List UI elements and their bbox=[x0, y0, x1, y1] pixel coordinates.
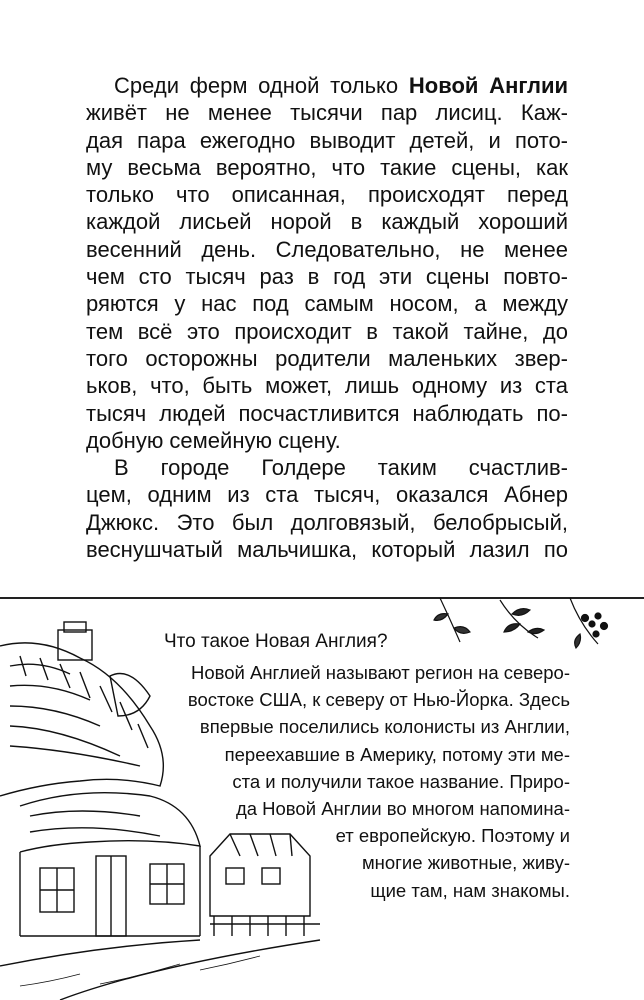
paragraph-line: каждой лисьей норой в каждый хороший bbox=[86, 209, 568, 235]
paragraph-line: В городе Голдере таким счастлив- bbox=[114, 455, 568, 481]
paragraph-line: только что описанная, происходят перед bbox=[86, 182, 568, 208]
sidebar-line: Новой Англией называют регион на северо- bbox=[190, 662, 570, 683]
sidebar-line: ста и получили такое название. Приро- bbox=[232, 770, 570, 792]
paragraph-line: Среди ферм одной только Новой Англии bbox=[114, 73, 569, 98]
paragraph-line: живёт не менее тысячи пар лисиц. Каж- bbox=[86, 100, 568, 126]
paragraph-line: того осторожны родители маленьких звер- bbox=[86, 345, 568, 371]
sidebar-line: да Новой Англии во многом напомина- bbox=[235, 798, 570, 820]
sidebar-line: переехавшие в Америку, потому эти ме- bbox=[224, 743, 570, 765]
sidebar-line: многие животные, живу- bbox=[361, 852, 570, 874]
branch-decoration bbox=[420, 594, 620, 654]
paragraph-line: Джюкс. Это был долговязый, белобрысый, bbox=[86, 509, 568, 535]
paragraph-line: тем всё это происходит в такой тайне, до bbox=[86, 318, 568, 344]
sidebar-line: впервые поселились колонисты из Англии, bbox=[199, 716, 570, 738]
sidebar-line: щие там, нам знакомы. bbox=[370, 879, 570, 901]
sidebar-body bbox=[188, 659, 570, 904]
sidebar-title: Что такое Новая Англия? bbox=[164, 631, 388, 652]
sidebar-line: ет европейскую. Поэтому и bbox=[335, 825, 570, 847]
paragraph-line: веснушчатый мальчишка, который лазил по bbox=[86, 537, 568, 563]
paragraph-line: добную семейную сцену. bbox=[86, 427, 341, 453]
paragraph-line: ряются у нас под самым носом, а между bbox=[86, 291, 568, 317]
paragraph-line: му весьма вероятно, что такие сцены, как bbox=[86, 154, 568, 180]
paragraph-line: ьков, что, быть может, лишь одному из ста bbox=[86, 373, 568, 399]
bold-term: Новой Англии bbox=[408, 73, 569, 98]
paragraph-line: дая пара ежегодно выводит детей, и пото- bbox=[86, 127, 568, 153]
main-text-block bbox=[86, 72, 568, 563]
sidebar-line: востоке США, к северу от Нью-Йорка. Здесь bbox=[187, 689, 570, 711]
paragraph-line: весенний день. Следовательно, не менее bbox=[86, 236, 568, 262]
paragraph-line: тысяч людей посчастливится наблюдать по- bbox=[86, 400, 568, 426]
paragraph-line: цем, одним из ста тысяч, оказался Абнер bbox=[86, 482, 568, 508]
paragraph-line: чем сто тысяч раз в год эти сцены повто- bbox=[86, 264, 568, 290]
